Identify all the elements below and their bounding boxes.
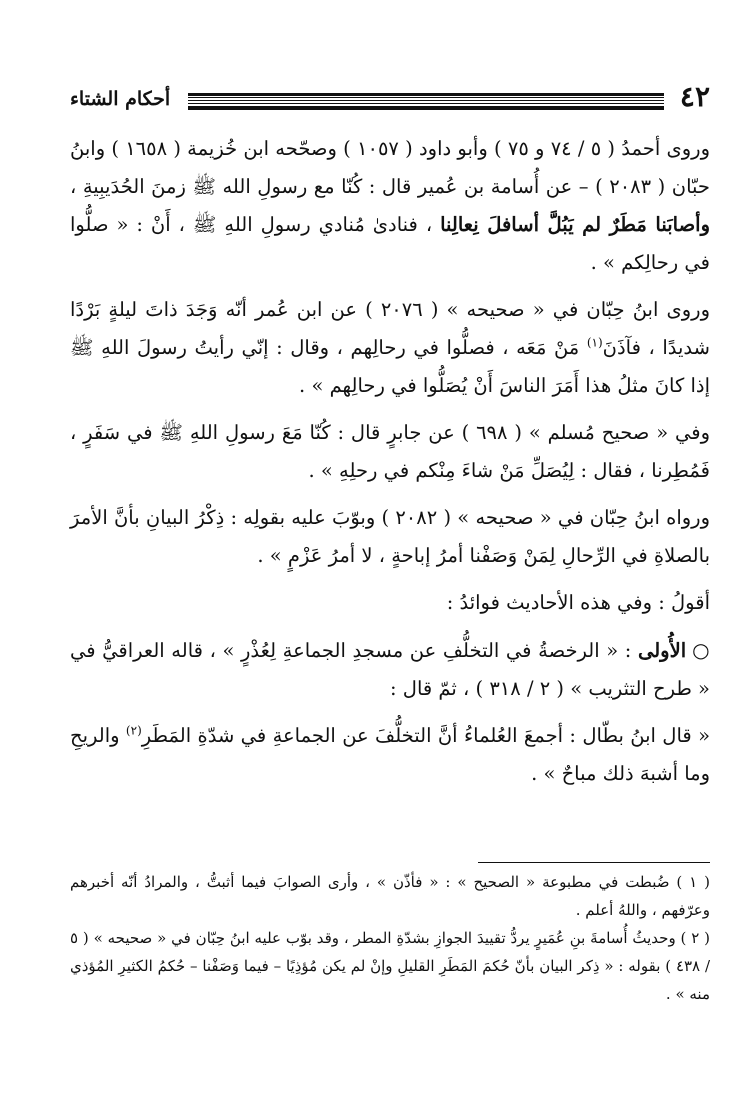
footnotes — [70, 868, 710, 1008]
paragraph-7: « قال ابنُ بطّال : أجمعَ العُلماءُ أنَّ التخلُّفَ عن الجماعةِ في شدّةِ المَطَرِ$^{(٢)}$ والريحِ وما أشبهَ ذلك مباحٌ » . — [70, 723, 710, 785]
footnote-separator — [478, 862, 710, 863]
point-label: الأُولى — [637, 639, 687, 662]
paragraph-6: ○الأُولى : « الرخصةُ في التخلُّفِ عن مسجدِ الجماعةِ لِعُذْرٍ » ، قاله العراقيُّ في « طرح التثريب » ( ٢ / ٣١٨ ) ، ثمّ قال : — [70, 638, 711, 700]
header-rule — [188, 93, 664, 110]
paragraph-3: وفي « صحيح مُسلم » ( ٦٩٨ ) عن جابرٍ قال : كُنّا مَعَ رسولِ اللهِ ﷺ في سَفَرٍ ، فَمُطِرنا ، فقال : لِيُصَلِّ مَنْ شاءَ مِنْكم في رحلِهِ » . — [70, 421, 711, 482]
footnote-2: ( ٢ ) وحديثُ أُسامةَ بنِ عُمَيرٍ يردُّ تقييدَ الجوازِ بشدّةِ المطر ، وقد بوّب عليه ابنُ حِبّان في « صحيحه » ( ٥ / ٤٣٨ ) بقوله : « ذِكر البيان بأنّ حُكمَ المَطَرِ القليلِ وإنْ لم يكن مُؤذِيًا – فيما وَصَفْنا – حُكمُ الكثيرِ المُؤذي منه » . — [70, 929, 711, 1003]
footnote-ref-2[interactable]: (٢) — [125, 723, 142, 738]
bullet-icon: ○ — [692, 638, 711, 662]
paragraph-1: وروى أحمدُ ( ٥ / ٧٤ و ٧٥ ) وأبو داود ( ١٠٥٧ ) وصحّحه ابن خُزيمة ( ١٦٥٨ ) وابنُ حبّان ( ٢٠٨٣ ) – عن أُسامة بن عُمير قال : كُنّا مع رسولِ الله ﷺ زمنَ الحُدَيبِيةِ ، وأصابَنا مَطَرٌ لم يَبُلَّ أسافلَ نِعالِنا ، فنادىٰ مُنادي رسولِ اللهِ ﷺ ، أَنْ : « صلُّوا في رحالِكم » . — [70, 137, 710, 274]
emphasized-text: وأصابَنا مَطَرٌ لم يَبُلَّ أسافلَ نِعالِنا — [440, 213, 710, 236]
running-title: أحكام الشتاء — [70, 88, 171, 110]
main-text — [70, 130, 710, 802]
footnote-1: ( ١ ) ضُبطت في مطبوعة « الصحيح » : « فأذّن » ، وأرى الصوابَ فيما أثبتُّ ، والمرادُ أنّه أخبرهم وعرّفهم ، واللهُ أعلم . — [70, 873, 710, 919]
paragraph-4: ورواه ابنُ حِبّان في « صحيحه » ( ٢٠٨٢ ) وبوّبَ عليه بقولِه : ذِكْرُ البيانِ بأنَّ الأمرَ بالصلاةِ في الرِّحالِ لِمَنْ وَصَفْنا أمرُ إباحةٍ ، لا أمرُ عَزْمٍ » . — [70, 506, 710, 567]
paragraph-5: أقولُ : وفي هذه الأحاديث فوائدُ : — [446, 591, 710, 614]
paragraph-2: وروى ابنُ حِبّان في « صحيحه » ( ٢٠٧٦ ) عن ابن عُمر أنّه وَجَدَ ذاتَ ليلةٍ بَرْدًا شديدًا ، فآذَنَ$^{(١)}$ مَنْ مَعَه ، فصلُّوا في رحالِهم ، وقال : إنّي رأيتُ رسولَ اللهِ ﷺ إذا كانَ مثلُ هذا أَمَرَ الناسَ أَنْ يُصَلُّوا في رحالِهم » . — [70, 298, 711, 397]
page-header — [70, 80, 710, 114]
footnote-ref-1[interactable]: (١) — [586, 335, 603, 350]
page-number: ٤٢ — [679, 80, 710, 113]
